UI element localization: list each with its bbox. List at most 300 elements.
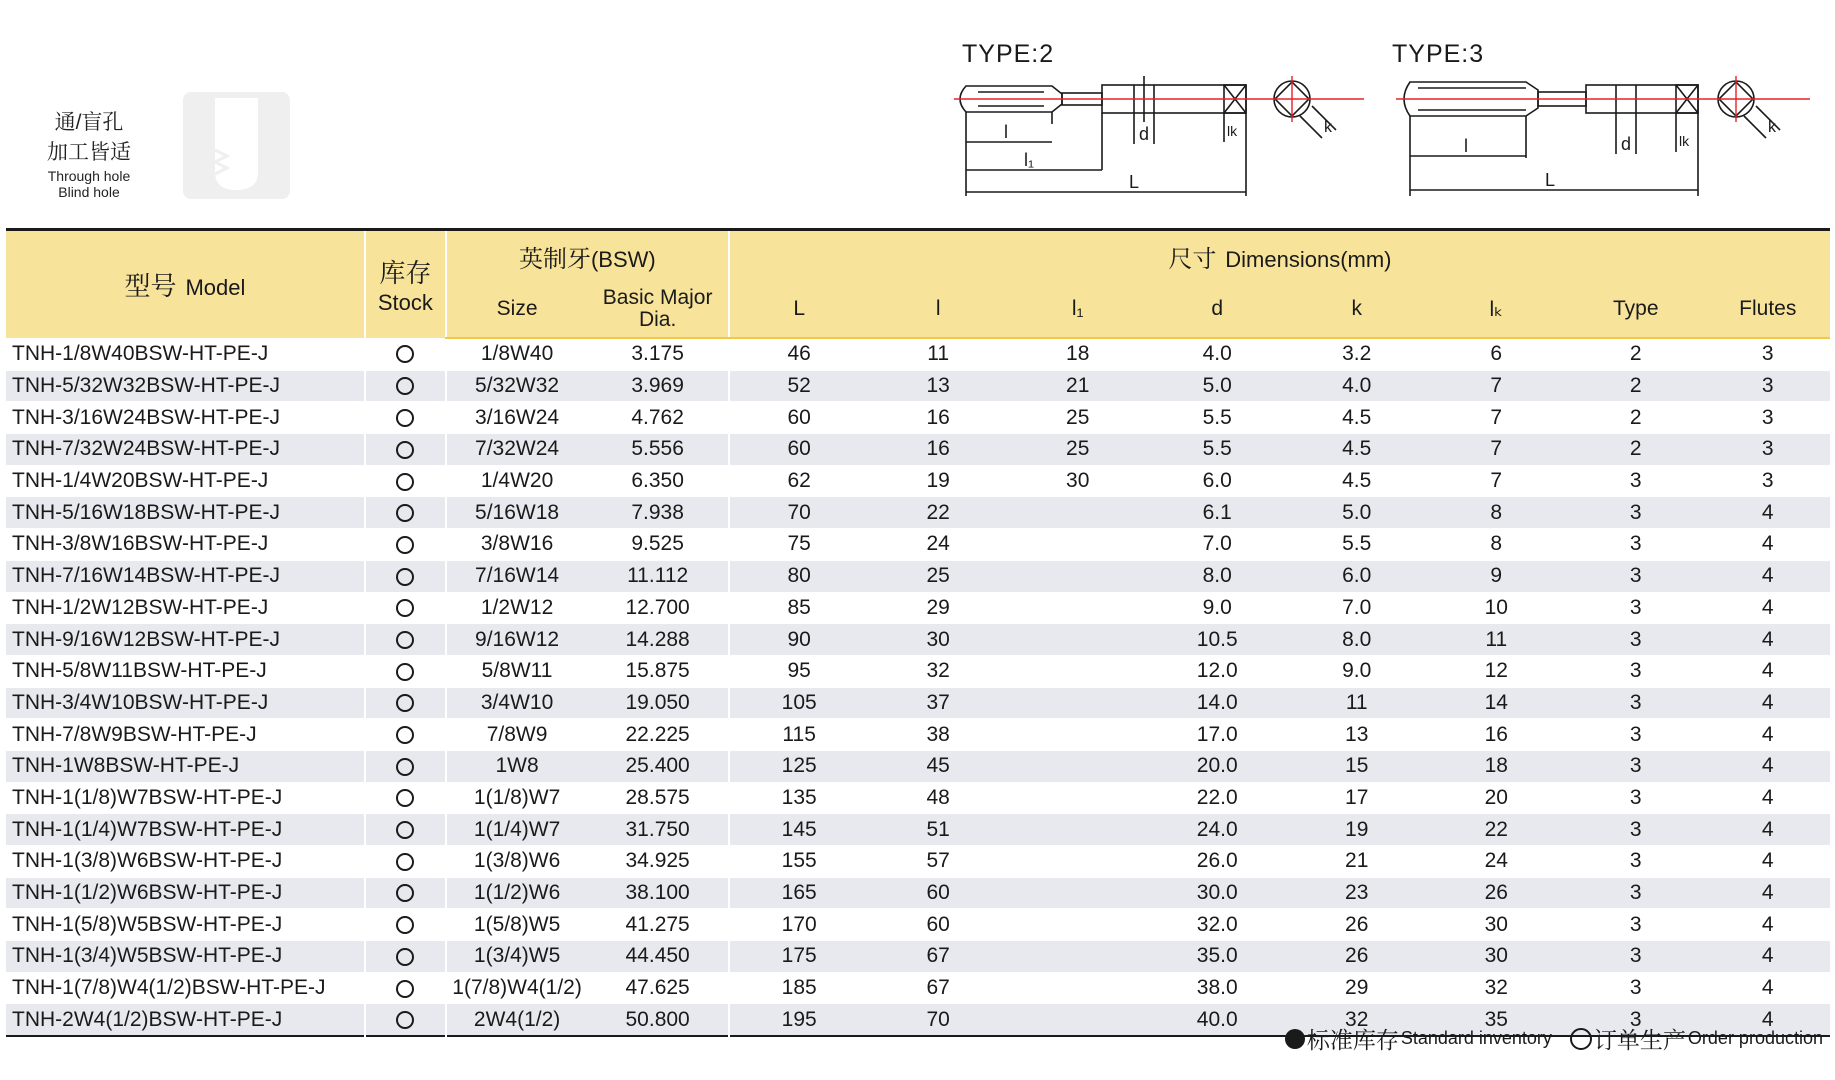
cell-type: 3 <box>1566 846 1706 878</box>
header-size: Size <box>446 281 588 338</box>
cell-d: 9.0 <box>1147 592 1287 624</box>
cell-size: 3/4W10 <box>446 687 588 719</box>
cell-d: 24.0 <box>1147 814 1287 846</box>
cell-size: 1/4W20 <box>446 465 588 497</box>
table-row <box>6 402 1830 434</box>
cell-type: 3 <box>1566 719 1706 751</box>
type3-title: TYPE:3 <box>1392 40 1485 68</box>
cell-dia: 7.938 <box>587 497 729 529</box>
legend-order-cn: 订单生产 <box>1593 1027 1686 1053</box>
cell-d: 26.0 <box>1147 846 1287 878</box>
cell-size: 5/8W11 <box>446 655 588 687</box>
cell-stock <box>365 1004 446 1036</box>
cell-L: 75 <box>729 529 869 561</box>
cell-k: 6.0 <box>1287 560 1427 592</box>
cell-l: 51 <box>868 814 1008 846</box>
cell-d: 6.1 <box>1147 497 1287 529</box>
table-row <box>6 972 1830 1004</box>
cell-k: 32 <box>1287 1004 1427 1036</box>
type2-title: TYPE:2 <box>962 40 1055 68</box>
order-production-circle-icon <box>1570 1028 1592 1050</box>
cell-L: 170 <box>729 909 869 941</box>
cell-dia: 3.175 <box>587 338 729 370</box>
type2-tap-diagram <box>944 76 1374 200</box>
header-stock: 库存 Stock <box>365 230 446 339</box>
cell-L: 70 <box>729 497 869 529</box>
cell-model: TNH-1(7/8)W4(1/2)BSW-HT-PE-J <box>6 972 365 1004</box>
cell-l1 <box>1008 750 1148 782</box>
cell-d: 38.0 <box>1147 972 1287 1004</box>
cell-l1: 18 <box>1008 338 1148 370</box>
cell-model: TNH-3/8W16BSW-HT-PE-J <box>6 529 365 561</box>
order-production-circle-icon <box>396 694 414 712</box>
cell-lk: 11 <box>1426 624 1566 656</box>
cell-model: TNH-5/16W18BSW-HT-PE-J <box>6 497 365 529</box>
cell-lk: 7 <box>1426 370 1566 402</box>
cell-lk: 8 <box>1426 529 1566 561</box>
cell-flutes: 4 <box>1706 529 1830 561</box>
hole-label-en-2: Blind hole <box>58 184 120 200</box>
cell-model: TNH-7/8W9BSW-HT-PE-J <box>6 719 365 751</box>
type2-label-d: d <box>1139 124 1150 144</box>
cell-type: 3 <box>1566 465 1706 497</box>
cell-k: 8.0 <box>1287 624 1427 656</box>
cell-model: TNH-3/16W24BSW-HT-PE-J <box>6 402 365 434</box>
cell-l1 <box>1008 1004 1148 1036</box>
cell-l: 19 <box>868 465 1008 497</box>
order-production-circle-icon <box>396 663 414 681</box>
type2-label-k: k <box>1324 119 1332 136</box>
cell-stock <box>365 782 446 814</box>
type2-label-l: l <box>1004 122 1008 142</box>
cell-k: 21 <box>1287 846 1427 878</box>
cell-stock <box>365 814 446 846</box>
cell-stock <box>365 529 446 561</box>
cell-stock <box>365 846 446 878</box>
cell-dia: 50.800 <box>587 1004 729 1036</box>
cell-dia: 14.288 <box>587 624 729 656</box>
order-production-circle-icon <box>396 821 414 839</box>
table-row <box>6 592 1830 624</box>
cell-d: 35.0 <box>1147 941 1287 973</box>
cell-size: 1W8 <box>446 750 588 782</box>
table-row <box>6 465 1830 497</box>
order-production-circle-icon <box>396 1011 414 1029</box>
cell-model: TNH-1(1/4)W7BSW-HT-PE-J <box>6 814 365 846</box>
type3-label-l: l <box>1464 136 1468 156</box>
cell-model: TNH-5/32W32BSW-HT-PE-J <box>6 370 365 402</box>
header-k: k <box>1287 281 1427 338</box>
cell-l: 60 <box>868 877 1008 909</box>
cell-d: 8.0 <box>1147 560 1287 592</box>
cell-stock <box>365 972 446 1004</box>
order-production-circle-icon <box>396 631 414 649</box>
header-l1: l₁ <box>1008 281 1148 338</box>
cell-k: 4.5 <box>1287 434 1427 466</box>
cell-size: 1(3/4)W5 <box>446 941 588 973</box>
cell-type: 2 <box>1566 434 1706 466</box>
cell-k: 4.0 <box>1287 370 1427 402</box>
cell-model: TNH-1/8W40BSW-HT-PE-J <box>6 338 365 370</box>
cell-l: 11 <box>868 338 1008 370</box>
cell-flutes: 4 <box>1706 497 1830 529</box>
cell-k: 5.5 <box>1287 529 1427 561</box>
cell-stock <box>365 877 446 909</box>
cell-l: 16 <box>868 402 1008 434</box>
cell-type: 3 <box>1566 877 1706 909</box>
cell-dia: 22.225 <box>587 719 729 751</box>
type3-label-lk: lk <box>1679 133 1690 149</box>
cell-lk: 24 <box>1426 846 1566 878</box>
cell-k: 3.2 <box>1287 338 1427 370</box>
cell-lk: 6 <box>1426 338 1566 370</box>
order-production-circle-icon <box>396 377 414 395</box>
table-row <box>6 941 1830 973</box>
cell-L: 60 <box>729 434 869 466</box>
cell-l1 <box>1008 814 1148 846</box>
cell-L: 195 <box>729 1004 869 1036</box>
cell-l: 16 <box>868 434 1008 466</box>
cell-lk: 32 <box>1426 972 1566 1004</box>
cell-size: 1(3/8)W6 <box>446 846 588 878</box>
cell-l1 <box>1008 941 1148 973</box>
cell-l1: 25 <box>1008 402 1148 434</box>
cell-stock <box>365 719 446 751</box>
cell-L: 90 <box>729 624 869 656</box>
order-production-circle-icon <box>396 441 414 459</box>
cell-l: 48 <box>868 782 1008 814</box>
cell-l1: 30 <box>1008 465 1148 497</box>
cell-size: 1/2W12 <box>446 592 588 624</box>
cell-L: 175 <box>729 941 869 973</box>
cell-model: TNH-5/8W11BSW-HT-PE-J <box>6 655 365 687</box>
table-row <box>6 750 1830 782</box>
table-row <box>6 370 1830 402</box>
cell-lk: 30 <box>1426 909 1566 941</box>
cell-flutes: 4 <box>1706 592 1830 624</box>
cell-dia: 15.875 <box>587 655 729 687</box>
cell-size: 7/32W24 <box>446 434 588 466</box>
cell-size: 1(1/8)W7 <box>446 782 588 814</box>
cell-l1 <box>1008 846 1148 878</box>
cell-k: 4.5 <box>1287 402 1427 434</box>
cell-stock <box>365 560 446 592</box>
header-basic-major-dia: Basic Major Dia. <box>587 281 729 338</box>
order-production-circle-icon <box>396 599 414 617</box>
cell-l1 <box>1008 972 1148 1004</box>
cell-d: 22.0 <box>1147 782 1287 814</box>
hole-label-cn-2: 加工皆适 <box>47 141 131 164</box>
cell-size: 5/32W32 <box>446 370 588 402</box>
cell-stock <box>365 370 446 402</box>
legend-standard-cn: 标准库存 <box>1306 1027 1399 1053</box>
cell-flutes: 4 <box>1706 655 1830 687</box>
cell-stock <box>365 434 446 466</box>
cell-L: 62 <box>729 465 869 497</box>
cell-lk: 12 <box>1426 655 1566 687</box>
cell-dia: 12.700 <box>587 592 729 624</box>
order-production-circle-icon <box>396 726 414 744</box>
cell-d: 5.0 <box>1147 370 1287 402</box>
cell-dia: 19.050 <box>587 687 729 719</box>
cell-k: 23 <box>1287 877 1427 909</box>
cell-l: 67 <box>868 972 1008 1004</box>
cell-k: 7.0 <box>1287 592 1427 624</box>
cell-l1 <box>1008 909 1148 941</box>
cell-l: 30 <box>868 624 1008 656</box>
cell-type: 3 <box>1566 592 1706 624</box>
cell-type: 3 <box>1566 529 1706 561</box>
cell-lk: 8 <box>1426 497 1566 529</box>
cell-lk: 14 <box>1426 687 1566 719</box>
cell-type: 2 <box>1566 402 1706 434</box>
cell-L: 80 <box>729 560 869 592</box>
cell-d: 30.0 <box>1147 877 1287 909</box>
cell-L: 105 <box>729 687 869 719</box>
cell-stock <box>365 750 446 782</box>
header-l: l <box>868 281 1008 338</box>
cell-flutes: 3 <box>1706 465 1830 497</box>
cell-l1 <box>1008 719 1148 751</box>
standard-inventory-dot-icon <box>1285 1029 1305 1049</box>
cell-l1 <box>1008 782 1148 814</box>
cell-stock <box>365 338 446 370</box>
cell-dia: 3.969 <box>587 370 729 402</box>
cell-L: 165 <box>729 877 869 909</box>
cell-d: 4.0 <box>1147 338 1287 370</box>
cell-L: 145 <box>729 814 869 846</box>
order-production-circle-icon <box>396 568 414 586</box>
cell-type: 3 <box>1566 497 1706 529</box>
cell-type: 3 <box>1566 560 1706 592</box>
table-row <box>6 338 1830 370</box>
cell-stock <box>365 497 446 529</box>
stock-legend <box>1285 1022 1823 1055</box>
cell-model: TNH-7/32W24BSW-HT-PE-J <box>6 434 365 466</box>
cell-L: 95 <box>729 655 869 687</box>
cell-model: TNH-1/2W12BSW-HT-PE-J <box>6 592 365 624</box>
cell-k: 4.5 <box>1287 465 1427 497</box>
cell-flutes: 4 <box>1706 846 1830 878</box>
header-d: d <box>1147 281 1287 338</box>
cell-model: TNH-7/16W14BSW-HT-PE-J <box>6 560 365 592</box>
order-production-circle-icon <box>396 789 414 807</box>
cell-k: 17 <box>1287 782 1427 814</box>
cell-model: TNH-9/16W12BSW-HT-PE-J <box>6 624 365 656</box>
order-production-circle-icon <box>396 504 414 522</box>
cell-lk: 20 <box>1426 782 1566 814</box>
type3-label-L: L <box>1545 170 1556 190</box>
cell-model: TNH-1/4W20BSW-HT-PE-J <box>6 465 365 497</box>
cell-lk: 7 <box>1426 402 1566 434</box>
cell-k: 11 <box>1287 687 1427 719</box>
table-row <box>6 560 1830 592</box>
cell-size: 9/16W12 <box>446 624 588 656</box>
order-production-circle-icon <box>396 473 414 491</box>
cell-type: 3 <box>1566 655 1706 687</box>
cell-d: 32.0 <box>1147 909 1287 941</box>
legend-order-en: Order production <box>1687 1028 1823 1048</box>
cell-l1 <box>1008 560 1148 592</box>
cell-flutes: 3 <box>1706 434 1830 466</box>
header-lk: lₖ <box>1426 281 1566 338</box>
cell-lk: 9 <box>1426 560 1566 592</box>
cell-d: 40.0 <box>1147 1004 1287 1036</box>
cell-dia: 4.762 <box>587 402 729 434</box>
cell-type: 3 <box>1566 750 1706 782</box>
cell-k: 9.0 <box>1287 655 1427 687</box>
cell-L: 135 <box>729 782 869 814</box>
cell-dia: 25.400 <box>587 750 729 782</box>
cell-flutes: 3 <box>1706 370 1830 402</box>
cell-l: 57 <box>868 846 1008 878</box>
cell-L: 185 <box>729 972 869 1004</box>
hole-label-en-1: Through hole <box>47 168 131 184</box>
cell-d: 17.0 <box>1147 719 1287 751</box>
cell-model: TNH-1(1/2)W6BSW-HT-PE-J <box>6 877 365 909</box>
cell-model: TNH-3/4W10BSW-HT-PE-J <box>6 687 365 719</box>
cell-l1 <box>1008 877 1148 909</box>
order-production-circle-icon <box>396 980 414 998</box>
cell-model: TNH-2W4(1/2)BSW-HT-PE-J <box>6 1004 365 1036</box>
table-row <box>6 687 1830 719</box>
header-model: 型号 Model <box>6 230 365 339</box>
cell-lk: 18 <box>1426 750 1566 782</box>
cell-l1 <box>1008 624 1148 656</box>
cell-size: 7/8W9 <box>446 719 588 751</box>
cell-k: 29 <box>1287 972 1427 1004</box>
cell-l: 13 <box>868 370 1008 402</box>
order-production-circle-icon <box>396 758 414 776</box>
cell-model: TNH-1(5/8)W5BSW-HT-PE-J <box>6 909 365 941</box>
cell-L: 46 <box>729 338 869 370</box>
type3-label-d: d <box>1621 134 1632 154</box>
cell-flutes: 4 <box>1706 687 1830 719</box>
cell-size: 1(5/8)W5 <box>446 909 588 941</box>
table-row <box>6 655 1830 687</box>
cell-l: 67 <box>868 941 1008 973</box>
table-row <box>6 434 1830 466</box>
table-row <box>6 877 1830 909</box>
cell-lk: 30 <box>1426 941 1566 973</box>
cell-d: 12.0 <box>1147 655 1287 687</box>
cell-type: 2 <box>1566 338 1706 370</box>
cell-L: 155 <box>729 846 869 878</box>
cell-lk: 35 <box>1426 1004 1566 1036</box>
cell-flutes: 4 <box>1706 814 1830 846</box>
cell-L: 60 <box>729 402 869 434</box>
cell-size: 3/16W24 <box>446 402 588 434</box>
spec-table <box>6 228 1830 1037</box>
cell-d: 5.5 <box>1147 402 1287 434</box>
cell-k: 5.0 <box>1287 497 1427 529</box>
cell-flutes: 4 <box>1706 719 1830 751</box>
cell-dia: 38.100 <box>587 877 729 909</box>
cell-L: 52 <box>729 370 869 402</box>
cell-l: 24 <box>868 529 1008 561</box>
cell-l1 <box>1008 529 1148 561</box>
cell-l1 <box>1008 687 1148 719</box>
type2-label-L: L <box>1129 172 1140 192</box>
cell-flutes: 3 <box>1706 402 1830 434</box>
cell-d: 20.0 <box>1147 750 1287 782</box>
cell-k: 19 <box>1287 814 1427 846</box>
cell-flutes: 4 <box>1706 560 1830 592</box>
cell-lk: 7 <box>1426 465 1566 497</box>
through-blind-hole-icon <box>183 92 290 199</box>
cell-stock <box>365 687 446 719</box>
cell-size: 1(7/8)W4(1/2) <box>446 972 588 1004</box>
table-row <box>6 719 1830 751</box>
cell-l: 38 <box>868 719 1008 751</box>
cell-lk: 26 <box>1426 877 1566 909</box>
table-row <box>6 909 1830 941</box>
cell-L: 125 <box>729 750 869 782</box>
order-production-circle-icon <box>396 409 414 427</box>
cell-d: 5.5 <box>1147 434 1287 466</box>
cell-flutes: 4 <box>1706 1004 1830 1036</box>
cell-l1 <box>1008 655 1148 687</box>
cell-lk: 22 <box>1426 814 1566 846</box>
cell-dia: 31.750 <box>587 814 729 846</box>
order-production-circle-icon <box>396 345 414 363</box>
table-row <box>6 497 1830 529</box>
cell-d: 14.0 <box>1147 687 1287 719</box>
cell-flutes: 4 <box>1706 909 1830 941</box>
cell-type: 3 <box>1566 814 1706 846</box>
header-dimensions: 尺寸 Dimensions(mm) <box>729 230 1830 282</box>
cell-flutes: 4 <box>1706 750 1830 782</box>
cell-k: 13 <box>1287 719 1427 751</box>
cell-lk: 7 <box>1426 434 1566 466</box>
cell-type: 3 <box>1566 1004 1706 1036</box>
cell-flutes: 3 <box>1706 338 1830 370</box>
hole-label-cn-1: 通/盲孔 <box>54 111 124 134</box>
type3-tap-diagram <box>1390 76 1830 200</box>
cell-stock <box>365 941 446 973</box>
cell-l: 32 <box>868 655 1008 687</box>
cell-l: 70 <box>868 1004 1008 1036</box>
table-row <box>6 529 1830 561</box>
cell-flutes: 4 <box>1706 877 1830 909</box>
cell-L: 85 <box>729 592 869 624</box>
cell-l: 60 <box>868 909 1008 941</box>
cell-l: 22 <box>868 497 1008 529</box>
cell-dia: 28.575 <box>587 782 729 814</box>
cell-d: 10.5 <box>1147 624 1287 656</box>
cell-lk: 16 <box>1426 719 1566 751</box>
cell-stock <box>365 624 446 656</box>
cell-dia: 5.556 <box>587 434 729 466</box>
cell-type: 3 <box>1566 624 1706 656</box>
cell-dia: 41.275 <box>587 909 729 941</box>
cell-model: TNH-1(3/8)W6BSW-HT-PE-J <box>6 846 365 878</box>
order-production-circle-icon <box>396 948 414 966</box>
order-production-circle-icon <box>396 916 414 934</box>
cell-dia: 34.925 <box>587 846 729 878</box>
cell-size: 2W4(1/2) <box>446 1004 588 1036</box>
cell-d: 6.0 <box>1147 465 1287 497</box>
order-production-circle-icon <box>396 884 414 902</box>
cell-size: 1/8W40 <box>446 338 588 370</box>
cell-type: 3 <box>1566 909 1706 941</box>
cell-size: 1(1/2)W6 <box>446 877 588 909</box>
hole-type-label <box>34 108 144 200</box>
cell-stock <box>365 402 446 434</box>
header-thread-bsw: 英制牙(BSW) <box>446 230 729 282</box>
cell-stock <box>365 465 446 497</box>
cell-model: TNH-1W8BSW-HT-PE-J <box>6 750 365 782</box>
